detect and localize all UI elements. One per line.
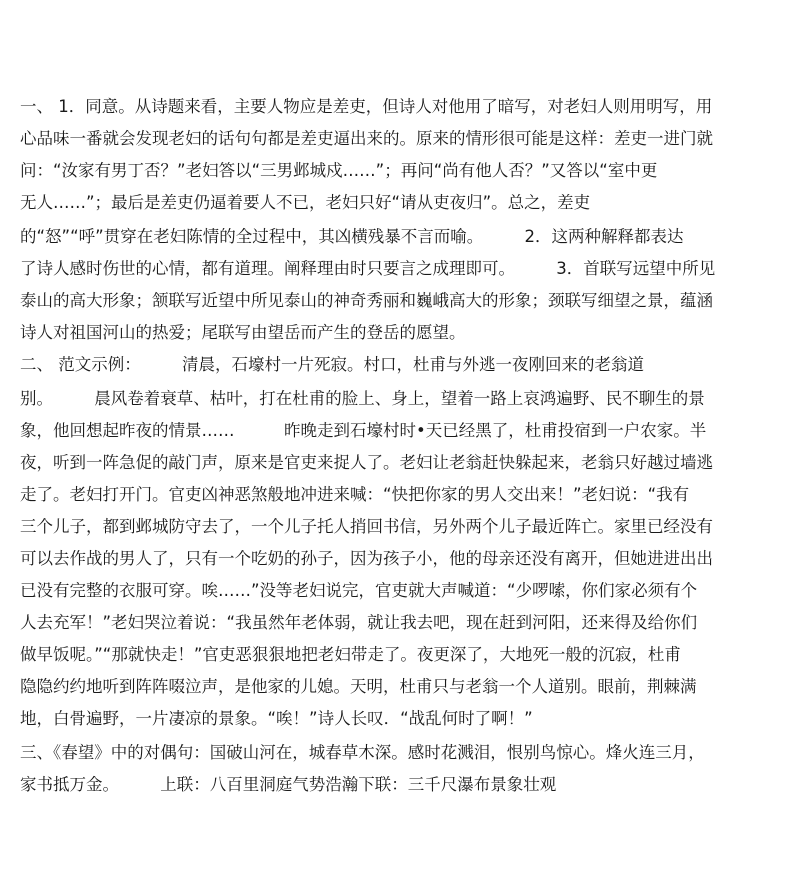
text-line: 地，白骨遍野，一片凄凉的景象。“唉！”诗人长叹．“战乱何时了啊！”: [20, 709, 533, 728]
text-line: 二、 范文示例： 清晨，石壕村一片死寂。村口，杜甫与外逃一夜刚回来的老翁道: [20, 355, 644, 374]
text-line: 无人……”；最后是差吏仍逼着要人不已，老妇只好“请从吏夜归”。总之，差吏: [20, 193, 591, 212]
text-line: 问：“汝家有男丁否？”老妇答以“三男邺城戍……”；再问“尚有他人否？”又答以“室中更: [20, 161, 658, 180]
text-line: 别。 晨风卷着衰草、枯叶，打在杜甫的脸上、身上，望着一路上哀鸿遍野、民不聊生的景: [20, 389, 705, 408]
text-line: 做早饭呢。”“那就快走！”官吏恶狠狠地把老妇带走了。夜更深了，大地死一般的沉寂，杜甫: [20, 645, 681, 664]
text-line: 隐隐约约地听到阵阵啜泣声，是他家的儿媳。天明，杜甫只与老翁一个人道别。眼前，荆棘满: [20, 677, 697, 696]
text-line: 象，他回想起昨夜的情景…… 昨晚走到石壕村时•天已经黑了，杜甫投宿到一户农家。半: [20, 421, 707, 440]
text-line: 三、《春望》中的对偶句：国破山河在，城春草木深。感时花溅泪，恨别鸟惊心。烽火连三月，: [20, 743, 705, 762]
text-line: 心品味一番就会发现老妇的话句句都是差吏逼出来的。原来的情形很可能是这样：差吏一进门就: [20, 129, 713, 148]
text-line: 已没有完整的衣服可穿。唉……”没等老妇说完，官吏就大声喊道：“少啰嗦，你们家必须有个: [20, 581, 698, 600]
text-line: 的“怒”“呼”贯穿在老妇陈情的全过程中，其凶横残暴不言而喻。 2．这两种解释都表达: [20, 227, 684, 246]
text-line: 诗人对祖国河山的热爱；尾联写由望岳而产生的登岳的愿望。: [20, 323, 466, 342]
text-line: 夜，听到一阵急促的敲门声，原来是官吏来捉人了。老妇让老翁赶快躲起来，老翁只好越过墙逃: [20, 453, 713, 472]
text-line: 可以去作战的男人了，只有一个吃奶的孙子，因为孩子小，他的母亲还没有离开，但她进进出出: [20, 549, 713, 568]
text-line: 三个儿子，都到邺城防守去了，一个儿子托人捎回书信，另外两个儿子最近阵亡。家里已经没有: [20, 517, 713, 536]
text-line: 人去充军！”老妇哭泣着说：“我虽然年老体弱，就让我去吧，现在赶到河阳，还来得及给你们: [20, 613, 698, 632]
text-line: 一、 1．同意。从诗题来看，主要人物应是差吏，但诗人对他用了暗写，对老妇人则用明写，用: [20, 97, 713, 116]
text-line: 走了。老妇打开门。官吏凶神恶煞般地冲进来喊：“快把你家的男人交出来！”老妇说：“我有: [20, 485, 690, 504]
text-line: 家书抵万金。 上联：八百里洞庭气势浩瀚下联：三千尺瀑布景象壮观: [20, 775, 557, 794]
text-line: 了诗人感时伤世的心情，都有道理。阐释理由时只要言之成理即可。 3．首联写远望中所见: [20, 259, 716, 278]
text-line: 泰山的高大形象；颔联写近望中所见泰山的神奇秀丽和巍峨高大的形象；颈联写细望之景，蕴涵: [20, 291, 713, 310]
